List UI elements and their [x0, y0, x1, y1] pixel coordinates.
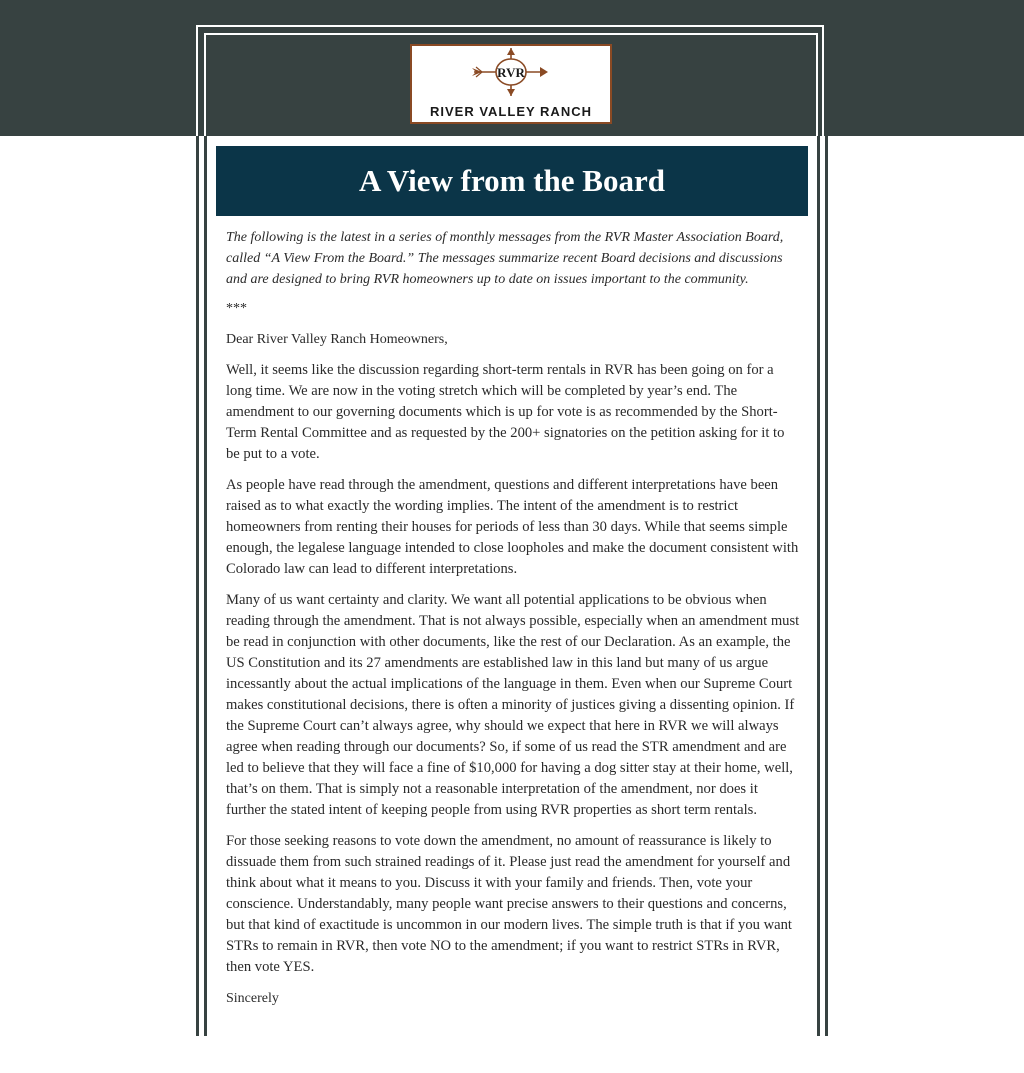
paragraph-3: Many of us want certainty and clarity. We want all potential applications to be obvious when reading through the amendment. That is not always possible, especially when an amendment must be read in conjunction with other documents, like the rest of our Declaration. As an example, the US Constitution and its 27 amendments are established law in this land but many of us argue incessantly about the actual implications of the language in them. Even when our Supreme Court makes constitutional decisions, there is often a minority of justices giving a dissenting opinion. If the Supreme Court can’t always agree, why should we expect that here in RVR we will always agree when reading through our documents? So, if some of us read the STR amendment and are led to believe that they will face a fine of $10,000 for having a dog sitter stay at their home, well, that’s on them. That is simply not a reasonable interpretation of the amendment, nor does it further the stated intent of keeping people from using RVR properties as short term rentals. [226, 592, 800, 818]
section-separator: *** [226, 301, 247, 316]
page-title: A View from the Board [359, 163, 665, 198]
logo-monogram: RVR [497, 65, 525, 80]
article-body [226, 227, 800, 1009]
salutation: Dear River Valley Ranch Homeowners, [226, 332, 448, 347]
paragraph-4: For those seeking reasons to vote down the amendment, no amount of reassurance is likely to dissuade them from such strained readings of it. Please just read the amendment for yourself and think about what it means to you. Discuss it with your family and friends. Then, vote your conscience. Understandably, many people want precise answers to their questions and concerns, but that kind of exactitude is uncommon in our modern lives. The simple truth is that if you want STRs to remain in RVR, then vote NO to the amendment; if you want to restrict STRs in RVR, then vote YES. [226, 833, 792, 975]
paragraph-1: Well, it seems like the discussion regarding short-term rentals in RVR has been going on for a long time. We are now in the voting stretch which will be completed by year’s end. The amendment to our governing documents which is up for vote is as recommended by the Short-Term Rental Committee and as requested by the 200+ signatories on the petition asking for it to be put to a vote. [226, 362, 785, 462]
rvr-logo[interactable] [410, 44, 612, 124]
intro-text: The following is the latest in a series of monthly messages from the RVR Master Association Board, called “A View From the Board.” The messages summarize recent Board decisions and discussions and are designed to bring RVR homeowners up to date on issues important to the community. [226, 230, 784, 287]
logo-wordmark: RIVER VALLEY RANCH [430, 104, 592, 119]
closing: Sincerely [226, 991, 279, 1006]
title-banner [216, 146, 808, 216]
paragraph-2: As people have read through the amendment, questions and different interpretations have been raised as to what exactly the wording implies. The intent of the amendment is to restrict homeowners from renting their houses for periods of less than 30 days. While that seems simple enough, the legalese language intended to close loopholes and make the document consistent with Colorado law can lead to different interpretations. [226, 477, 799, 577]
